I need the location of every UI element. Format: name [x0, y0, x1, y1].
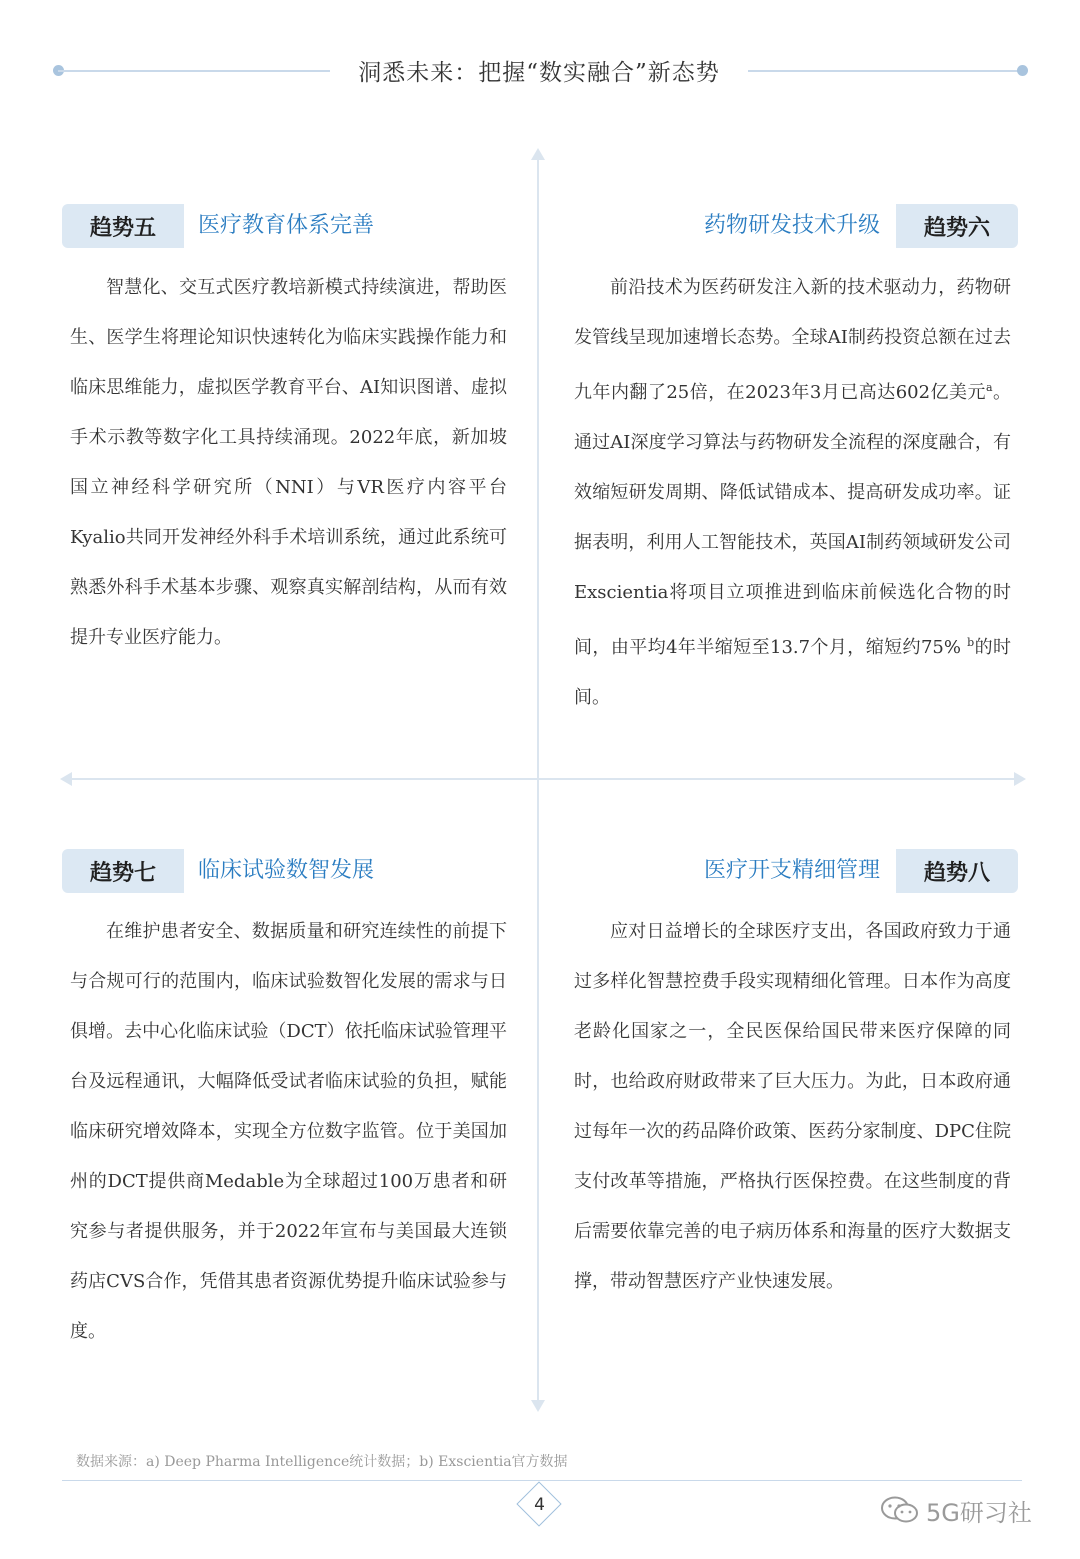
trend-6-text-part3: 的时间。	[574, 637, 1011, 708]
trend-5-badge: 趋势五	[62, 204, 184, 248]
header-rule-left	[58, 70, 330, 72]
header-rule-right	[748, 70, 1022, 72]
trend-5-title: 医疗教育体系完善	[198, 213, 375, 238]
horizontal-divider-arrow-left	[60, 772, 72, 786]
footnote-ref-b: b	[967, 636, 975, 649]
trend-7-badge: 趋势七	[62, 849, 184, 893]
trend-5-text: 智慧化、交互式医疗教培新模式持续演进，帮助医生、医学生将理论知识快速转化为临床实践操作能力和临床思维能力，虚拟医学教育平台、AI知识图谱、虚拟手术示教等数字化工具持续涌现。2022年底，新加坡国立神经科学研究所（NNI）与VR医疗内容平台Kyalio共同开发神经外科手术培训系统，通过此系统可熟悉外科手术基本步骤、观察真实解剖结构，从而有效提升专业医疗能力。	[70, 277, 507, 648]
trend-6-title: 药物研发技术升级	[703, 213, 880, 238]
trend-8-title: 医疗开支精细管理	[703, 858, 880, 883]
trend-6-text-part1: 前沿技术为医药研发注入新的技术驱动力，药物研发管线呈现加速增长态势。全球AI制药投资总额在过去九年内翻了25倍，在2023年3月已高达602亿美元	[574, 277, 1011, 403]
trend-8-badge: 趋势八	[896, 849, 1018, 893]
watermark	[880, 1492, 1032, 1528]
watermark-text: 5G研习社	[926, 1498, 1032, 1527]
trend-6-badge: 趋势六	[896, 204, 1018, 248]
header-dot-right	[1017, 65, 1028, 76]
trend-7-title: 临床试验数智发展	[198, 858, 375, 883]
data-source-footnote: 数据来源：a) Deep Pharma Intelligence统计数据；b) Exscientia官方数据	[76, 1454, 568, 1470]
trend-8-text: 应对日益增长的全球医疗支出，各国政府致力于通过多样化智慧控费手段实现精细化管理。日本作为高度老龄化国家之一，全民医保给国民带来医疗保障的同时，也给政府财政带来了巨大压力。为此，日本政府通过每年一次的药品降价政策、医药分家制度、DPC住院支付改革等措施，严格执行医保控费。在这些制度的背后需要依靠完善的电子病历体系和海量的医疗大数据支撑，带动智慧医疗产业快速发展。	[574, 921, 1011, 1292]
footer-rule	[62, 1480, 1022, 1481]
footnote-ref-a: a	[985, 381, 993, 394]
trend-7-text: 在维护患者安全、数据质量和研究连续性的前提下与合规可行的范围内，临床试验数智化发展的需求与日俱增。去中心化临床试验（DCT）依托临床试验管理平台及远程通讯，大幅降低受试者临床试验的负担，赋能临床研究增效降本，实现全方位数字监管。位于美国加州的DCT提供商Medable为全球超过100万患者和研究参与者提供服务，并于2022年宣布与美国最大连锁药店CVS合作，凭借其患者资源优势提升临床试验参与度。	[70, 921, 507, 1342]
vertical-divider-arrow-down	[531, 1400, 545, 1412]
page-header-title: 洞悉未来：把握“数实融合”新态势	[358, 60, 720, 86]
page-number: 4	[534, 1495, 545, 1515]
vertical-divider	[537, 158, 539, 1404]
horizontal-divider-arrow-right	[1014, 772, 1026, 786]
vertical-divider-arrow-up	[531, 148, 545, 160]
trend-6-text	[574, 263, 1011, 723]
trend-6-text-part2: 。通过AI深度学习算法与药物研发全流程的深度融合，有效缩短研发周期、降低试错成本、提高研发成功率。证据表明，利用人工智能技术，英国AI制药领域研发公司Exscientia将项目立项推进到临床前候选化合物的时间，由平均4年半缩短至13.7个月，缩短约75%	[574, 382, 1012, 658]
horizontal-divider	[70, 778, 1016, 780]
wechat-icon	[880, 1495, 920, 1525]
